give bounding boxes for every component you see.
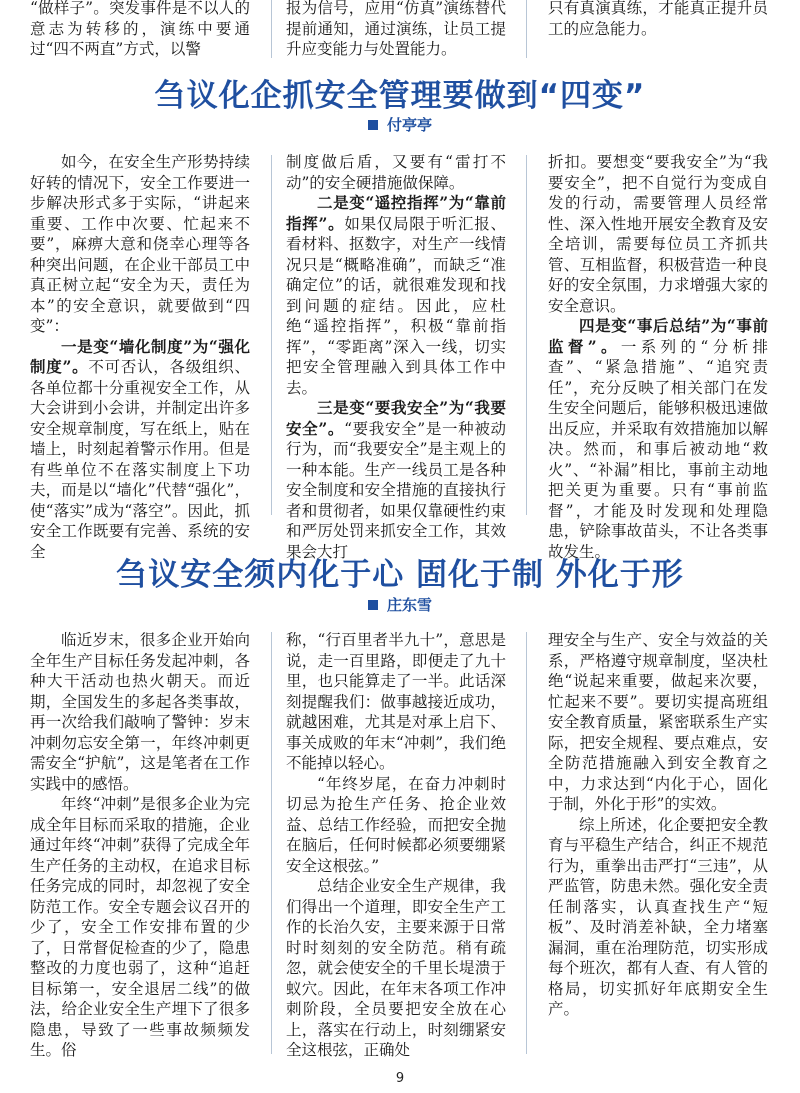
article2-col2-para3: 总结企业安全生产规律，我们得出一个道理，即安全生产工作的长治久安，主要来源于日常时时刻刻的安全防范。稍有疏忽，就会使安全的千里长堤溃于蚁穴。因此，在年末各项工作冲刺阶段，全员要把安全放在心上，落实在行动上，时刻绷紧安全这根弦，正确处 bbox=[286, 877, 506, 1059]
article1-column-3 bbox=[548, 152, 768, 562]
column-divider bbox=[271, 155, 272, 515]
article2-title: 刍议安全须内化于心 固化于制 外化于形 bbox=[116, 557, 684, 593]
column-divider bbox=[526, 155, 527, 515]
article1-col3-para1: 折扣。要想变“要我安全”为“我要安全”，把不自觉行为变成自发的行动，需要管理人员经常性、深入性地开展安全教育及安全培训，需要每位员工齐抓共管、互相监督，积极营造一种良好的安全氛围，力求增强大家的安全意识。 bbox=[548, 153, 768, 315]
article1-col3-para2: 四是变“事后总结”为“事前监督”。一系列的“分析排查”、“紧急措施”、“追究责任”，充分反映了相关部门在发生安全问题后，能够积极迅速做出反应，并采取有效措施加以解决。然而，和事后被动地“救火”、“补漏”相比，事前主动地把关更为重要。只有“事前监督”，才能及时发现和处理隐患，铲除事故苗头，不让各类事故发生。 bbox=[548, 316, 768, 561]
article1-column-2 bbox=[286, 152, 506, 562]
top-col2-text: 报为信号，应用“仿真”演练替代提前通知，通过演练，让员工提升应变能力与处置能力。 bbox=[286, 0, 506, 58]
article2-col1-para1: 临近岁末，很多企业开始向全年生产目标任务发起冲刺，各种大干活动也热火朝天。而近期，全国发生的多起各类事故，再一次给我们敲响了警钟：岁末冲刺勿忘安全第一，年终冲刺更需安全“护航”，这是笔者在工作实践中的感悟。 bbox=[30, 631, 250, 793]
article1-byline bbox=[0, 114, 800, 135]
column-divider bbox=[526, 0, 527, 58]
article1-col1-para2: 一是变“墙化制度”为“强化制度”。不可否认，各级组织、各单位都十分重视安全工作，从大会讲到小会讲，并制定出许多安全规章制度，写在纸上，贴在墙上，时刻起着警示作用。但是有些单位不在落实制度上下功夫，而是以“墙化”代替“强化”，使“落实”成为“落空”。因此，抓安全工作既要有完善、系统的安全 bbox=[30, 336, 250, 561]
article1-author: 付亭亭 bbox=[386, 116, 432, 134]
article2-byline bbox=[0, 594, 800, 615]
article2-column-2 bbox=[286, 630, 506, 1061]
column-divider bbox=[271, 0, 272, 58]
column-divider bbox=[271, 632, 272, 1054]
article1-col2-para2: 二是变“遥控指挥”为“靠前指挥”。如果仅局限于听汇报、看材料、抠数字，对生产一线情况只是“概略准确”，而缺乏“准确定位”的话，就很难发现和找到问题的症结。因此，应杜绝“遥控指挥”，积极“靠前指挥”，“零距离”深入一线，切实把安全管理融入到具体工作中去。 bbox=[286, 193, 506, 397]
top-column-3 bbox=[548, 0, 768, 39]
article1-point-4-heading: 四是变“事后总结”为“事前监督”。 bbox=[548, 316, 768, 356]
article1-title: 刍议化企抓安全管理要做到“四变” bbox=[154, 78, 646, 114]
article2-col2-para1: 称，“行百里者半九十”，意思是说，走一百里路，即便走了九十里，也只能算走了一半。此话深刻提醒我们：做事越接近成功，就越困难，尤其是对承上启下、事关成败的年末“冲刺”，我们绝不能掉以轻心。 bbox=[286, 631, 506, 772]
article1-point-1-heading: 一是变“墙化制度”为“强化制度”。 bbox=[30, 336, 250, 376]
article2-author: 庄东雪 bbox=[386, 596, 432, 614]
article2-column-3 bbox=[548, 630, 768, 1020]
article1-column-1 bbox=[30, 152, 250, 562]
top-column-2 bbox=[286, 0, 506, 60]
article1-point-3-heading: 三是变“要我安全”为“我要安全”。 bbox=[286, 398, 506, 438]
article1-col2-para1: 制度做后盾，又要有“雷打不动”的安全硬措施做保障。 bbox=[286, 153, 506, 192]
article2-col1-para2: 年终“冲刺”是很多企业为完成全年目标而采取的措施，企业通过年终“冲刺”获得了完成全年生产任务的主动权，在追求目标任务完成的同时，却忽视了安全防范工作。安全专题会议召开的少了，安全工作安排布置的少了，日常督促检查的少了，隐患整改的力度也弱了，这种“追赶目标第一，安全退居二线”的做法，给企业安全生产埋下了很多隐患，导致了一些事故频频发生。俗 bbox=[30, 795, 250, 1059]
column-divider bbox=[526, 632, 527, 1054]
article1-col1-para1: 如今，在安全生产形势持续好转的情况下，安全工作要进一步解决形式多于实际，“讲起来重要、工作中次要、忙起来不要”，麻痹大意和侥幸心理等各种突出问题，在企业干部员工中真正树立起“安全为天，责任为本”的安全意识，就要做到“四变”： bbox=[30, 153, 250, 335]
top-col1-text: “做样子”。突发事件是不以人的意志为转移的，演练中要通过“四不两直”方式，以警 bbox=[30, 0, 250, 58]
byline-square-icon bbox=[368, 600, 378, 610]
article2-column-1 bbox=[30, 630, 250, 1061]
article2-col3-para1: 理安全与生产、安全与效益的关系，严格遵守规章制度，坚决杜绝“说起来重要，做起来次要，忙起来不要”。要切实提高班组安全教育质量，紧密联系生产实际，把安全规程、要点难点，安全防范措施融入到安全教育之中，力求达到“内化于心，固化于制，外化于形”的实效。 bbox=[548, 631, 768, 813]
article1-col2-para3: 三是变“要我安全”为“我要安全”。“要我安全”是一种被动行为，而“我要安全”是主观上的一种本能。生产一线员工是各种安全制度和安全措施的直接执行者和贯彻者，如果仅靠硬性约束和严厉处罚来抓安全工作，其效果会大打 bbox=[286, 398, 506, 561]
article2-col2-para2: “年终岁尾，在奋力冲刺时切忌为抢生产任务、抢企业效益、总结工作经验，而把安全抛在脑后，任何时候都必须要绷紧安全这根弦。” bbox=[286, 774, 506, 875]
article1-point-2-heading: 二是变“遥控指挥”为“靠前指挥”。 bbox=[286, 193, 506, 233]
top-col3-text: 只有真演真练，才能真正提升员工的应急能力。 bbox=[548, 0, 768, 38]
top-column-1 bbox=[30, 0, 250, 60]
page-number: 9 bbox=[395, 1071, 405, 1086]
byline-square-icon bbox=[368, 120, 378, 130]
article2-col3-para2: 综上所述，化企要把安全教育与平稳生产结合，纠正不规范行为，重拳出击严打“三违”，从严监管，防患未然。强化安全责任制落实，认真查找生产“短板”、及时消差补缺，全力堵塞漏洞，重在治理防范，切实形成每个班次，都有人查、有人管的格局，切实抓好年底期安全生产。 bbox=[548, 815, 768, 1018]
